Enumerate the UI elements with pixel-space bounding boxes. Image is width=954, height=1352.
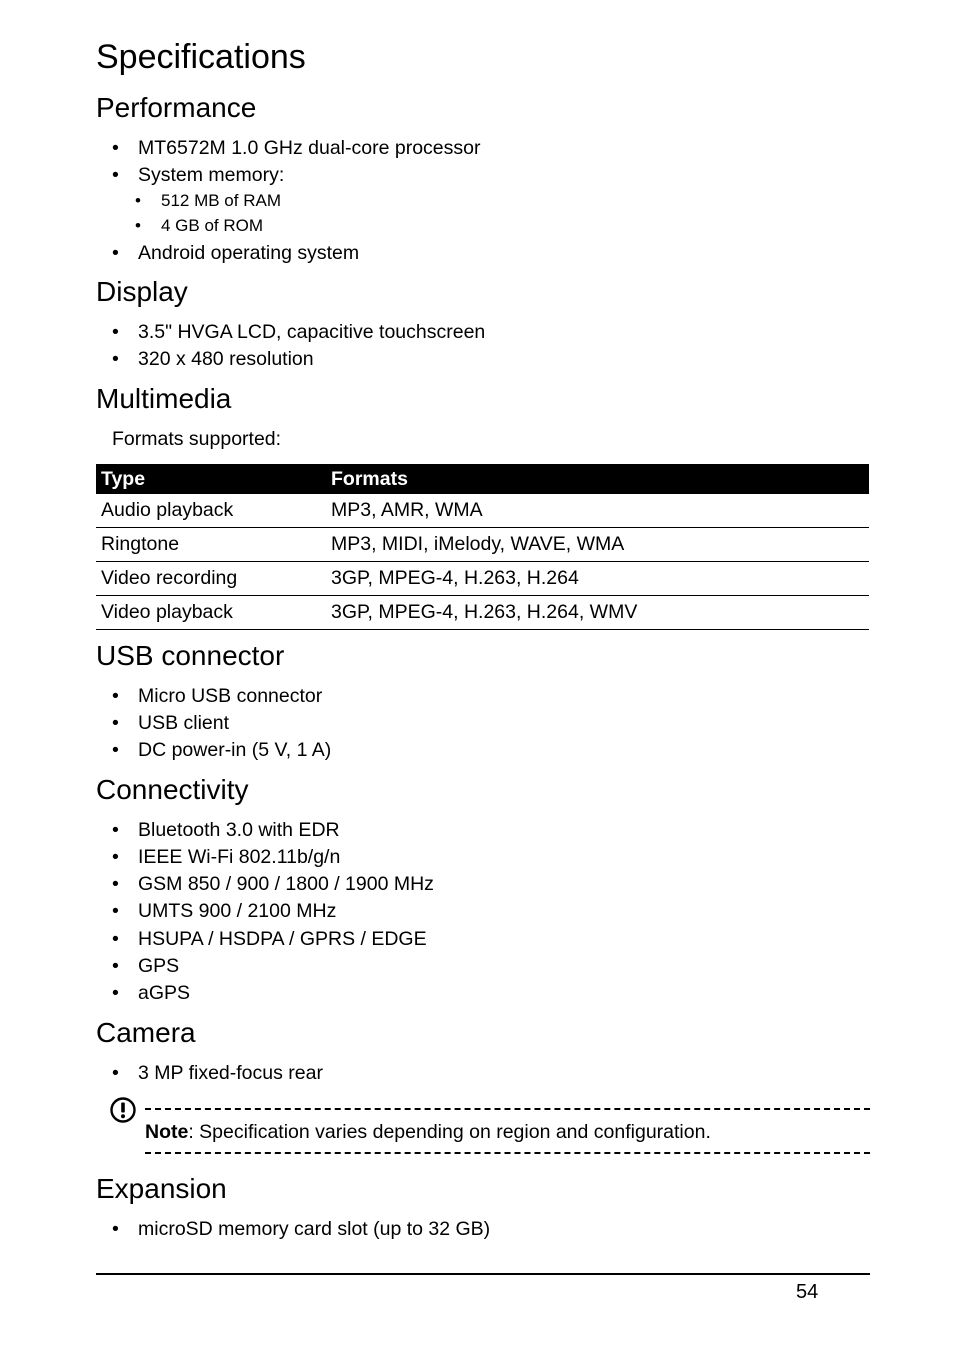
table-cell: MP3, MIDI, iMelody, WAVE, WMA <box>326 528 869 562</box>
section-heading-camera: Camera <box>96 1017 196 1048</box>
table-cell: Video recording <box>96 562 326 596</box>
table-cell: Video playback <box>96 596 326 630</box>
list-item: • aGPS <box>112 982 191 1004</box>
note-text: Note: Specification varies depending on region and configuration. <box>145 1121 711 1143</box>
section-heading-expansion: Expansion <box>96 1173 227 1204</box>
note-divider-bottom <box>145 1152 870 1154</box>
note-label: Note <box>145 1121 189 1143</box>
list-item: • IEEE Wi-Fi 802.11b/g/n <box>112 846 341 868</box>
list-item: • UMTS 900 / 2100 MHz <box>112 900 337 922</box>
list-item: • USB client <box>112 712 230 734</box>
list-item: • microSD memory card slot (up to 32 GB) <box>112 1218 491 1240</box>
table-header-type: Type <box>96 464 326 494</box>
section-heading-display: Display <box>96 276 188 307</box>
page-number: 54 <box>796 1281 819 1303</box>
table-row <box>96 528 869 562</box>
list-item: • MT6572M 1.0 GHz dual-core processor <box>112 137 481 159</box>
table-row <box>96 562 869 596</box>
note-divider-top <box>145 1108 870 1110</box>
list-item: • Bluetooth 3.0 with EDR <box>112 819 340 841</box>
sub-list-item: • 4 GB of ROM <box>135 216 264 235</box>
list-item: • Android operating system <box>112 242 360 264</box>
table-cell: MP3, AMR, WMA <box>326 494 869 528</box>
table-row <box>96 494 869 528</box>
sub-list-item: • 512 MB of RAM <box>135 191 281 210</box>
table-header-row <box>96 464 869 494</box>
formats-intro: Formats supported: <box>112 428 282 450</box>
section-heading-connectivity: Connectivity <box>96 774 249 805</box>
footer-rule <box>96 1273 870 1275</box>
table-header-formats: Formats <box>326 464 869 494</box>
formats-table <box>96 464 869 630</box>
list-item: • DC power-in (5 V, 1 A) <box>112 739 332 761</box>
page-title: Specifications <box>96 38 306 76</box>
table-row <box>96 596 869 630</box>
section-heading-usb-connector: USB connector <box>96 640 285 671</box>
list-item: • 3.5" HVGA LCD, capacitive touchscreen <box>112 321 486 343</box>
exclamation-circle-icon <box>109 1096 137 1124</box>
table-cell: Ringtone <box>96 528 326 562</box>
section-heading-multimedia: Multimedia <box>96 383 232 414</box>
list-item: • System memory: <box>112 164 285 186</box>
list-item: • 3 MP fixed-focus rear <box>112 1062 323 1084</box>
table-cell: Audio playback <box>96 494 326 528</box>
list-item: • GSM 850 / 900 / 1800 / 1900 MHz <box>112 873 434 895</box>
table-cell: 3GP, MPEG-4, H.263, H.264 <box>326 562 869 596</box>
list-item: • 320 x 480 resolution <box>112 348 314 370</box>
table-cell: 3GP, MPEG-4, H.263, H.264, WMV <box>326 596 869 630</box>
list-item: • Micro USB connector <box>112 685 323 707</box>
list-item: • HSUPA / HSDPA / GPRS / EDGE <box>112 928 427 950</box>
section-heading-performance: Performance <box>96 92 257 123</box>
list-item: • GPS <box>112 955 180 977</box>
